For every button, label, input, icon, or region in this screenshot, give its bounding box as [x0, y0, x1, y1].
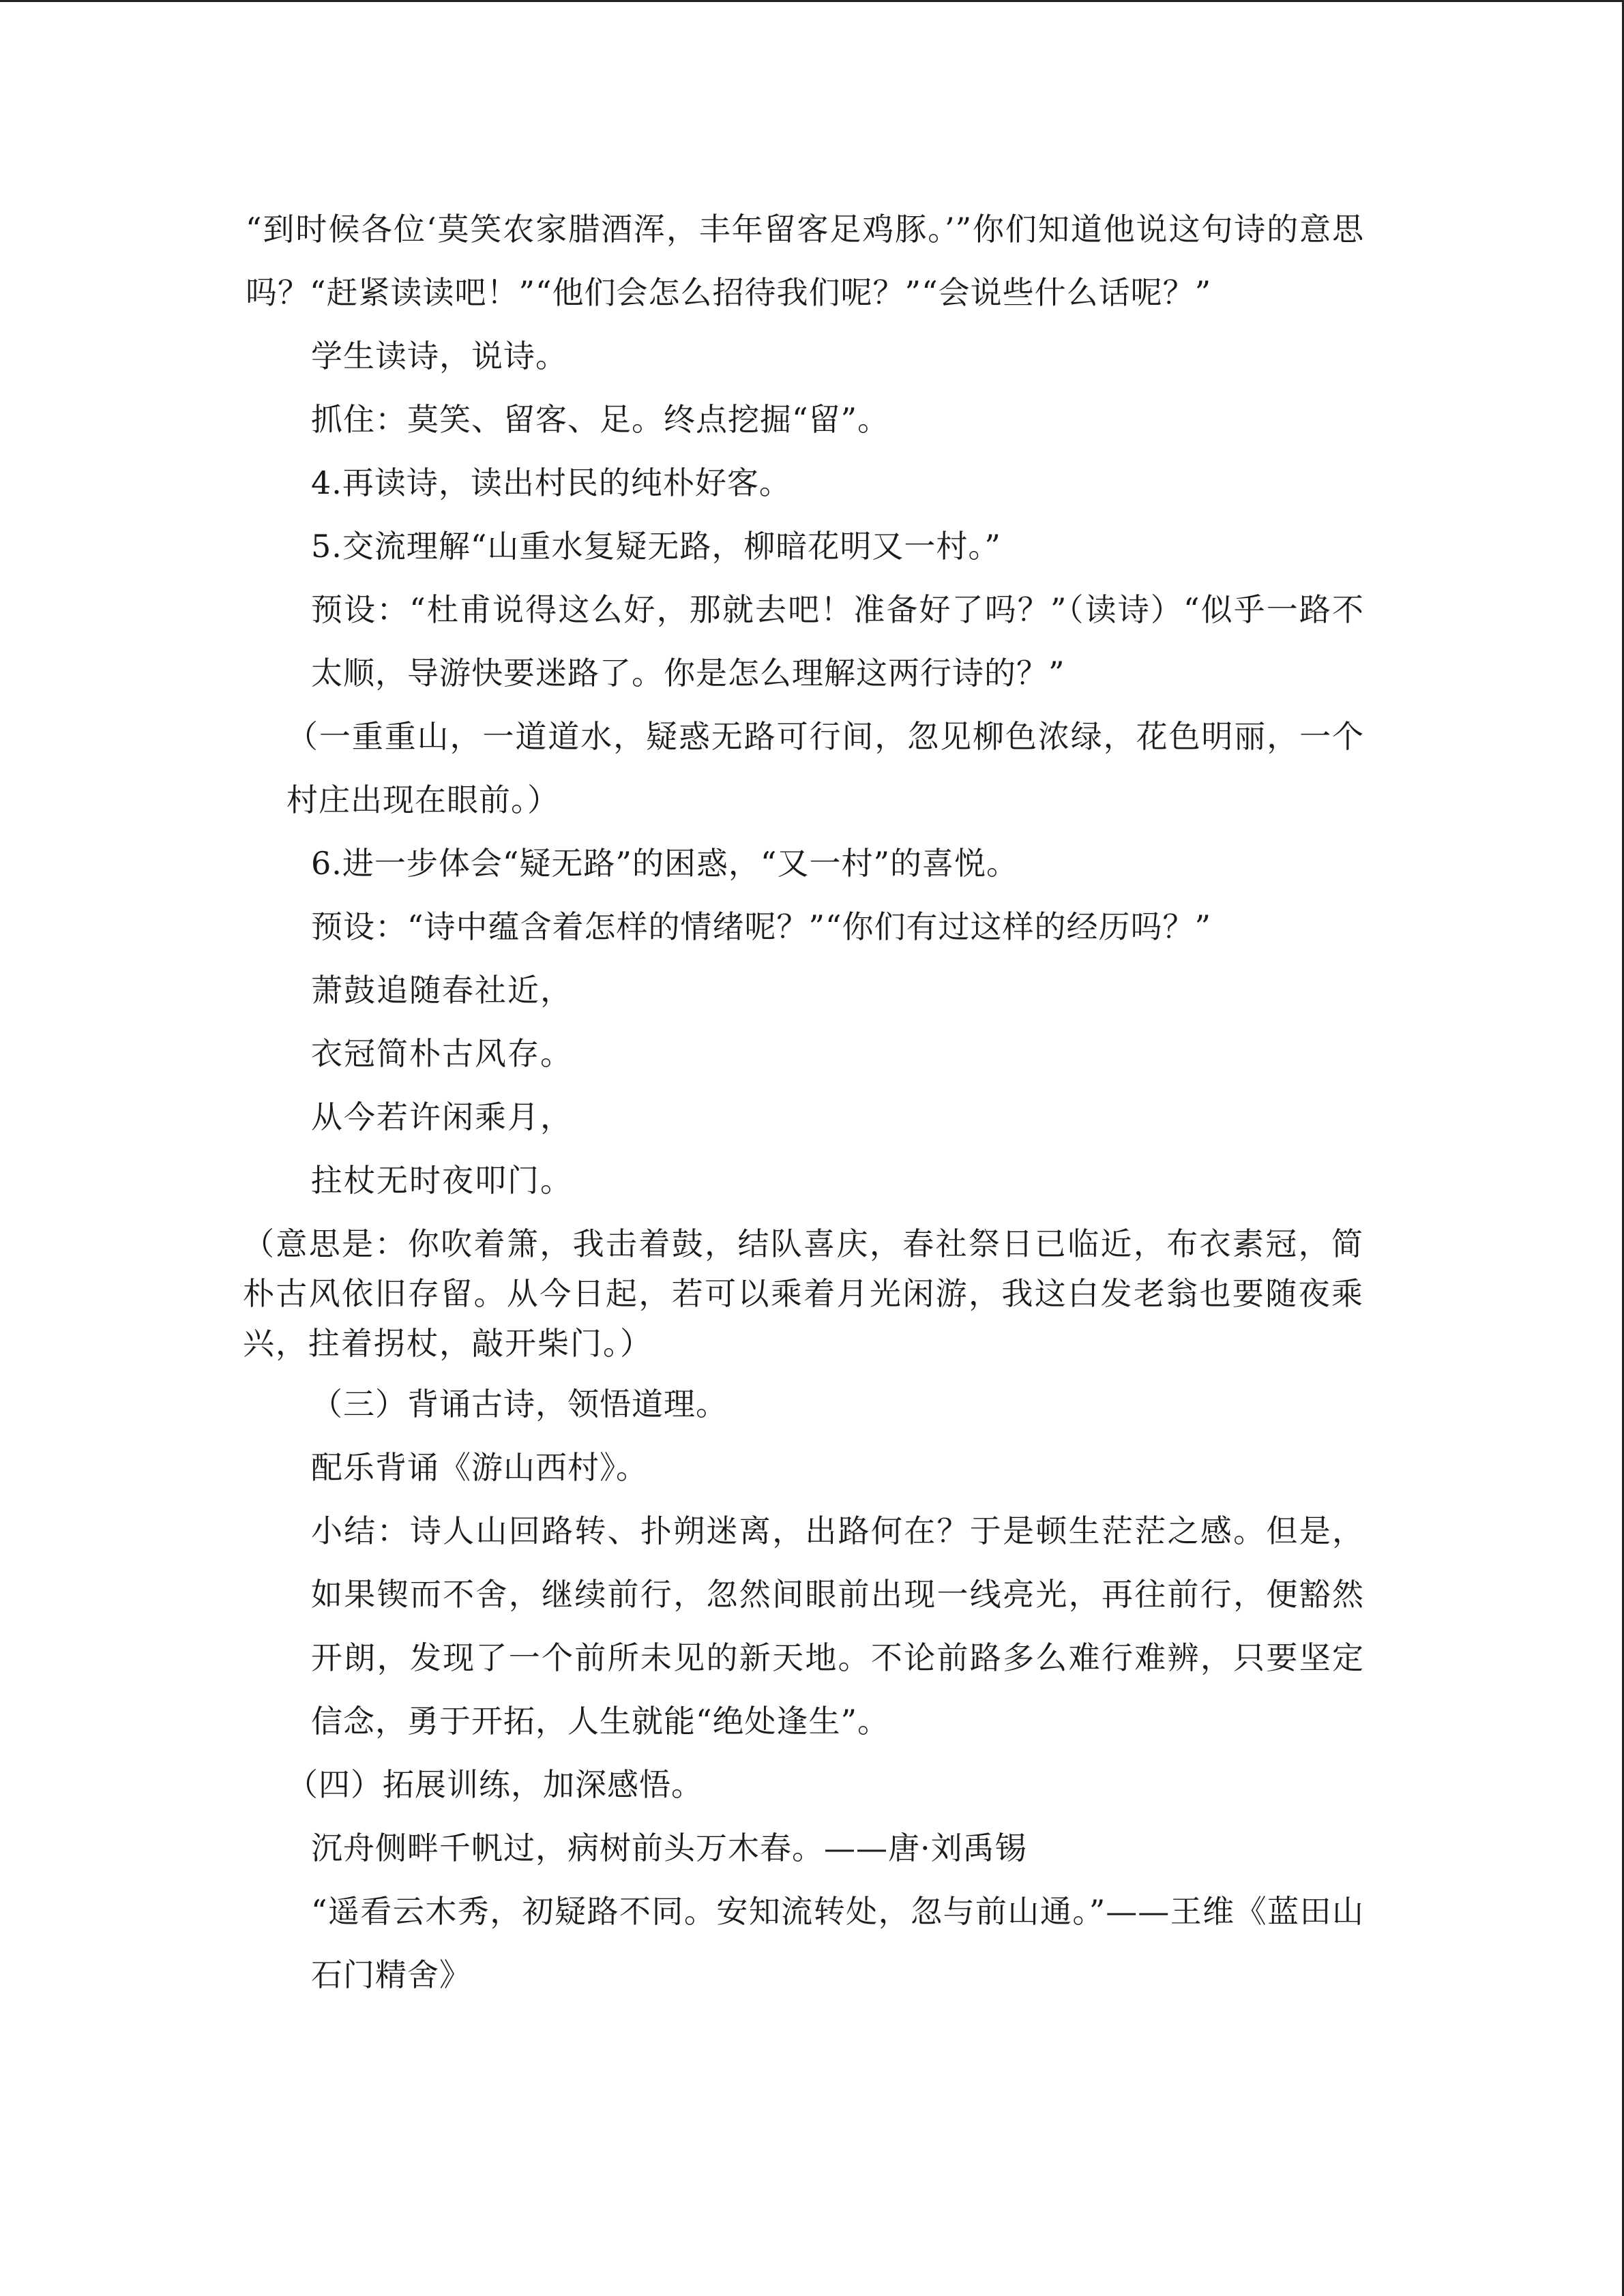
paragraph-step-6: 6.进一步体会“疑无路”的困惑，“又一村”的喜悦。 [311, 845, 1018, 882]
paragraph-summary: 小结：诗人山回路转、扑朔迷离，出路何在？于是顿生茫茫之感。但是，如果锲而不舍，继续前行，忽然间眼前出现一线亮光，再往前行，便豁然开朗，发现了一个前所未见的新天地。不论前路多么难行难辨，只要坚定信念，勇于开拓，人生就能“绝处逢生”。 [311, 1512, 1364, 1740]
paragraph-step-4: 4.再读诗，读出村民的纯朴好客。 [311, 464, 791, 501]
paragraph-quote-wang: “遥看云木秀，初疑路不同。安知流转处，忽与前山通。”——王维《蓝田山石门精舍》 [311, 1893, 1364, 1993]
section-heading-3: （三）背诵古诗，领悟道理。 [311, 1386, 728, 1422]
paragraph-poem-meaning: （意思是：你吹着箫，我击着鼓，结队喜庆，春社祭日已临近，布衣素冠，简朴古风依旧存留。从今日起，若可以乘着月光闲游，我这白发老翁也要随夜乘兴，拄着拐杖，敲开柴门。） [243, 1225, 1364, 1362]
poem-line-1: 萧鼓追随春社近， [311, 972, 573, 1009]
paragraph-dialogue-intro: “到时候各位‘莫笑农家腊酒浑，丰年留客足鸡豚。’”你们知道他说这句诗的意思吗？“赶紧读读吧！”“他们会怎么招待我们呢？”“会说些什么话呢？” [246, 211, 1364, 311]
paragraph-student-reading: 学生读诗，说诗。 [311, 338, 567, 374]
paragraph-preset-1: 预设：“杜甫说得这么好，那就去吧！准备好了吗？”（读诗）“似乎一路不太顺，导游快要迷路了。你是怎么理解这两行诗的？” [311, 591, 1364, 691]
poem-line-2: 衣冠简朴古风存。 [311, 1035, 573, 1072]
section-heading-4: （四）拓展训练，加深感悟。 [286, 1766, 703, 1803]
poem-line-3: 从今若许闲乘月， [311, 1099, 573, 1135]
paragraph-explanation: （一重重山，一道道水，疑惑无路可行间，忽见柳色浓绿，花色明丽，一个村庄出现在眼前。） [286, 718, 1364, 818]
paragraph-quote-liu: 沉舟侧畔千帆过，病树前头万木春。——唐·刘禹锡 [311, 1830, 1027, 1866]
poem-line-4: 拄杖无时夜叩门。 [311, 1162, 573, 1199]
page-border-top [0, 0, 1624, 2]
paragraph-preset-2: 预设：“诗中蕴含着怎样的情绪呢？”“你们有过这样的经历吗？” [311, 908, 1212, 945]
paragraph-step-5: 5.交流理解“山重水复疑无路，柳暗花明又一村。” [311, 528, 1001, 565]
document-body [243, 198, 1364, 2007]
paragraph-key-words: 抓住：莫笑、留客、足。终点挖掘“留”。 [311, 401, 890, 438]
paragraph-recite: 配乐背诵《游山西村》。 [311, 1449, 648, 1486]
